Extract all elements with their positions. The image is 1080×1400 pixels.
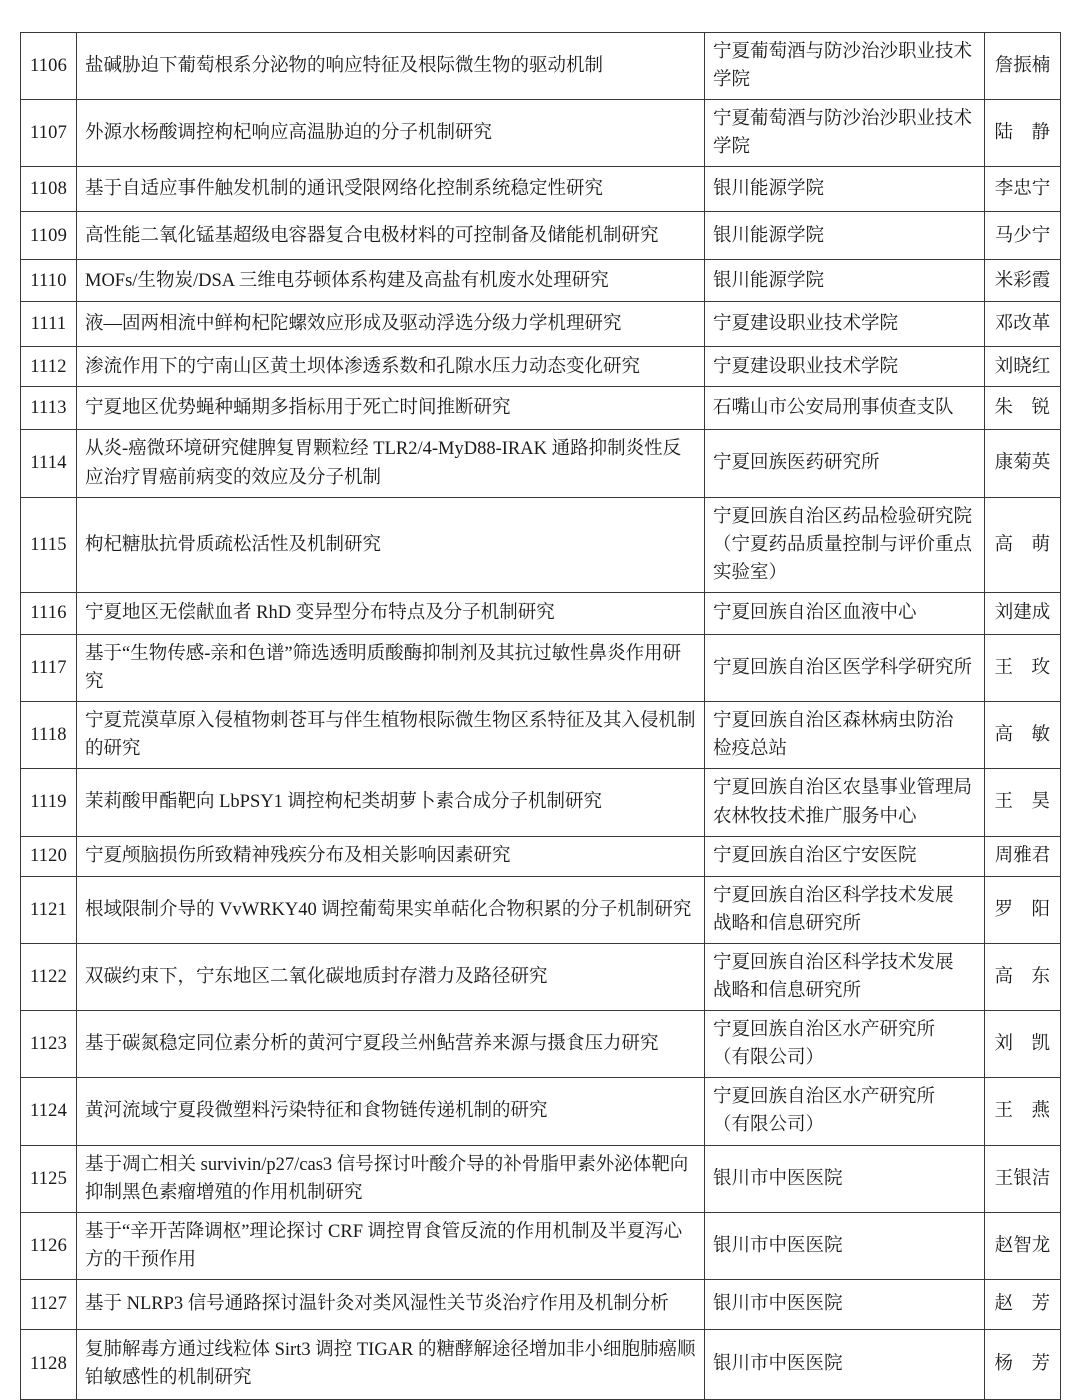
author-name: 王玫: [994, 658, 1051, 679]
author-name: 高东: [994, 966, 1051, 987]
project-title-cell: 复肺解毒方通过线粒体 Sirt3 调控 TIGAR 的糖酵解途径增加非小细胞肺癌顺铂敏感性的机制研究: [77, 1329, 705, 1399]
author-cell: 刘晓红: [985, 347, 1061, 387]
author-name: 高敏: [994, 725, 1051, 746]
project-title-cell: MOFs/生物炭/DSA 三维电芬顿体系构建及高盐有机废水处理研究: [77, 260, 705, 302]
table-row: [21, 1011, 1061, 1078]
table-row: [21, 592, 1061, 634]
project-id-cell: 1117: [21, 634, 77, 701]
organization-line: （宁夏药品质量控制与评价重点: [713, 534, 973, 555]
organization-cell: 宁夏葡萄酒与防沙治沙职业技术学院: [705, 100, 985, 167]
table-row: [21, 302, 1061, 347]
project-title-cell: 基于凋亡相关 survivin/p27/cas3 信号探讨叶酸介导的补骨脂甲素外泌体靶向抑制黑色素瘤增殖的作用机制研究: [77, 1145, 705, 1212]
author-name: 赵芳: [994, 1294, 1051, 1315]
author-name: 陆静: [994, 123, 1051, 144]
organization-cell: 银川市中医医院: [705, 1279, 985, 1329]
organization-cell: [705, 769, 985, 836]
project-id-cell: 1116: [21, 592, 77, 634]
table-row: [21, 100, 1061, 167]
organization-cell: [705, 876, 985, 943]
table-row: [21, 497, 1061, 592]
organization-cell: 宁夏回族医药研究所: [705, 430, 985, 497]
project-id-cell: 1106: [21, 33, 77, 100]
organization-cell: [705, 1011, 985, 1078]
table-row: [21, 634, 1061, 701]
author-cell: [985, 1329, 1061, 1399]
project-title-cell: 茉莉酸甲酯靶向 LbPSY1 调控枸杞类胡萝卜素合成分子机制研究: [77, 769, 705, 836]
organization-line: 宁夏回族自治区科学技术发展: [713, 885, 954, 906]
project-id-cell: 1126: [21, 1212, 77, 1279]
author-cell: 詹振楠: [985, 33, 1061, 100]
author-cell: 周雅君: [985, 836, 1061, 876]
project-title-cell: 基于“生物传感-亲和色谱”筛选透明质酸酶抑制剂及其抗过敏性鼻炎作用研究: [77, 634, 705, 701]
project-title-cell: 外源水杨酸调控枸杞响应高温胁迫的分子机制研究: [77, 100, 705, 167]
project-title-cell: 渗流作用下的宁南山区黄土坝体渗透系数和孔隙水压力动态变化研究: [77, 347, 705, 387]
author-cell: 邓改革: [985, 302, 1061, 347]
table-row: [21, 33, 1061, 100]
project-title-cell: 宁夏地区无偿献血者 RhD 变异型分布特点及分子机制研究: [77, 592, 705, 634]
author-cell: [985, 387, 1061, 430]
project-title-cell: 根域限制介导的 VvWRKY40 调控葡萄果实单萜化合物积累的分子机制研究: [77, 876, 705, 943]
table-row: [21, 260, 1061, 302]
project-title-cell: 宁夏荒漠草原入侵植物刺苍耳与伴生植物根际微生物区系特征及其入侵机制的研究: [77, 702, 705, 769]
author-cell: [985, 1279, 1061, 1329]
organization-cell: [705, 943, 985, 1010]
project-id-cell: 1118: [21, 702, 77, 769]
table-row: [21, 876, 1061, 943]
project-id-cell: 1123: [21, 1011, 77, 1078]
organization-line: 宁夏回族自治区水产研究所: [713, 1020, 936, 1041]
project-id-cell: 1113: [21, 387, 77, 430]
author-cell: [985, 1078, 1061, 1145]
project-id-cell: 1125: [21, 1145, 77, 1212]
organization-cell: 宁夏建设职业技术学院: [705, 302, 985, 347]
organization-cell: 银川市中医医院: [705, 1145, 985, 1212]
project-title-cell: 双碳约束下，宁东地区二氧化碳地质封存潜力及路径研究: [77, 943, 705, 1010]
project-id-cell: 1107: [21, 100, 77, 167]
project-id-cell: 1114: [21, 430, 77, 497]
author-name: 王昊: [994, 792, 1051, 813]
organization-cell: [705, 1078, 985, 1145]
author-cell: [985, 100, 1061, 167]
project-title-cell: 枸杞糖肽抗骨质疏松活性及机制研究: [77, 497, 705, 592]
author-cell: 康菊英: [985, 430, 1061, 497]
author-cell: 王银洁: [985, 1145, 1061, 1212]
organization-cell: 宁夏葡萄酒与防沙治沙职业技术学院: [705, 33, 985, 100]
table-row: [21, 212, 1061, 260]
author-cell: 马少宁: [985, 212, 1061, 260]
organization-cell: [705, 702, 985, 769]
table-row: [21, 943, 1061, 1010]
project-id-cell: 1119: [21, 769, 77, 836]
project-title-cell: 液—固两相流中鲜枸杞陀螺效应形成及驱动浮选分级力学机理研究: [77, 302, 705, 347]
organization-cell: [705, 497, 985, 592]
project-list-table: [20, 32, 1061, 1400]
author-cell: [985, 634, 1061, 701]
author-cell: [985, 943, 1061, 1010]
project-id-cell: 1111: [21, 302, 77, 347]
organization-cell: 银川能源学院: [705, 167, 985, 212]
author-name: 高萌: [994, 534, 1051, 555]
author-name: 刘凯: [994, 1034, 1051, 1055]
author-name: 杨芳: [994, 1354, 1051, 1375]
project-title-cell: 黄河流域宁夏段微塑料污染特征和食物链传递机制的研究: [77, 1078, 705, 1145]
author-name: 朱锐: [994, 398, 1051, 419]
author-cell: [985, 876, 1061, 943]
project-id-cell: 1110: [21, 260, 77, 302]
organization-cell: 银川能源学院: [705, 212, 985, 260]
author-cell: 米彩霞: [985, 260, 1061, 302]
author-name: 罗阳: [994, 899, 1051, 920]
table-body: [21, 33, 1061, 1400]
organization-cell: 宁夏建设职业技术学院: [705, 347, 985, 387]
project-id-cell: 1108: [21, 167, 77, 212]
author-cell: 赵智龙: [985, 1212, 1061, 1279]
author-cell: [985, 769, 1061, 836]
organization-line: 战略和信息研究所: [713, 980, 862, 1001]
organization-cell: 石嘴山市公安局刑事侦查支队: [705, 387, 985, 430]
project-id-cell: 1120: [21, 836, 77, 876]
author-cell: [985, 497, 1061, 592]
organization-cell: 宁夏回族自治区医学科学研究所: [705, 634, 985, 701]
project-title-cell: 高性能二氧化锰基超级电容器复合电极材料的可控制备及储能机制研究: [77, 212, 705, 260]
project-id-cell: 1112: [21, 347, 77, 387]
project-title-cell: 宁夏地区优势蝇种蛹期多指标用于死亡时间推断研究: [77, 387, 705, 430]
project-title-cell: 盐碱胁迫下葡萄根系分泌物的响应特征及根际微生物的驱动机制: [77, 33, 705, 100]
project-title-cell: 宁夏颅脑损伤所致精神残疾分布及相关影响因素研究: [77, 836, 705, 876]
project-title-cell: 基于碳氮稳定同位素分析的黄河宁夏段兰州鲇营养来源与摄食压力研究: [77, 1011, 705, 1078]
organization-cell: 宁夏回族自治区血液中心: [705, 592, 985, 634]
table-row: [21, 347, 1061, 387]
organization-cell: 银川市中医医院: [705, 1212, 985, 1279]
table-row: [21, 430, 1061, 497]
project-title-cell: 基于自适应事件触发机制的通讯受限网络化控制系统稳定性研究: [77, 167, 705, 212]
table-row: [21, 1279, 1061, 1329]
table-row: [21, 387, 1061, 430]
table-row: [21, 769, 1061, 836]
project-id-cell: 1128: [21, 1329, 77, 1399]
project-id-cell: 1124: [21, 1078, 77, 1145]
project-id-cell: 1109: [21, 212, 77, 260]
organization-cell: 宁夏回族自治区宁安医院: [705, 836, 985, 876]
author-cell: 李忠宁: [985, 167, 1061, 212]
organization-cell: 银川市中医医院: [705, 1329, 985, 1399]
organization-line: 宁夏回族自治区科学技术发展: [713, 952, 954, 973]
author-cell: 刘建成: [985, 592, 1061, 634]
table-row: [21, 836, 1061, 876]
organization-line: 农林牧技术推广服务中心: [713, 806, 917, 827]
table-row: [21, 702, 1061, 769]
author-cell: [985, 1011, 1061, 1078]
organization-cell: 银川能源学院: [705, 260, 985, 302]
organization-line: 宁夏回族自治区森林病虫防治: [713, 711, 954, 732]
table-row: [21, 1212, 1061, 1279]
organization-line: 宁夏回族自治区农垦事业管理局: [713, 778, 973, 799]
author-cell: [985, 702, 1061, 769]
project-id-cell: 1115: [21, 497, 77, 592]
table-row: [21, 1145, 1061, 1212]
project-id-cell: 1121: [21, 876, 77, 943]
project-title-cell: 从炎-癌微环境研究健脾复胃颗粒经 TLR2/4-MyD88-IRAK 通路抑制炎性反应治疗胃癌前病变的效应及分子机制: [77, 430, 705, 497]
table-row: [21, 1078, 1061, 1145]
author-name: 王燕: [994, 1101, 1051, 1122]
project-id-cell: 1122: [21, 943, 77, 1010]
organization-line: （有限公司）: [713, 1048, 825, 1069]
organization-line: （有限公司）: [713, 1115, 825, 1136]
table-row: [21, 1329, 1061, 1399]
project-title-cell: 基于“辛开苦降调枢”理论探讨 CRF 调控胃食管反流的作用机制及半夏泻心方的干预作用: [77, 1212, 705, 1279]
table-row: [21, 167, 1061, 212]
project-title-cell: 基于 NLRP3 信号通路探讨温针灸对类风湿性关节炎治疗作用及机制分析: [77, 1279, 705, 1329]
organization-line: 宁夏回族自治区水产研究所: [713, 1087, 936, 1108]
organization-line: 检疫总站: [713, 739, 788, 760]
organization-line: 实验室）: [713, 562, 788, 583]
organization-line: 宁夏回族自治区药品检验研究院: [713, 506, 973, 527]
project-id-cell: 1127: [21, 1279, 77, 1329]
organization-line: 战略和信息研究所: [713, 913, 862, 934]
